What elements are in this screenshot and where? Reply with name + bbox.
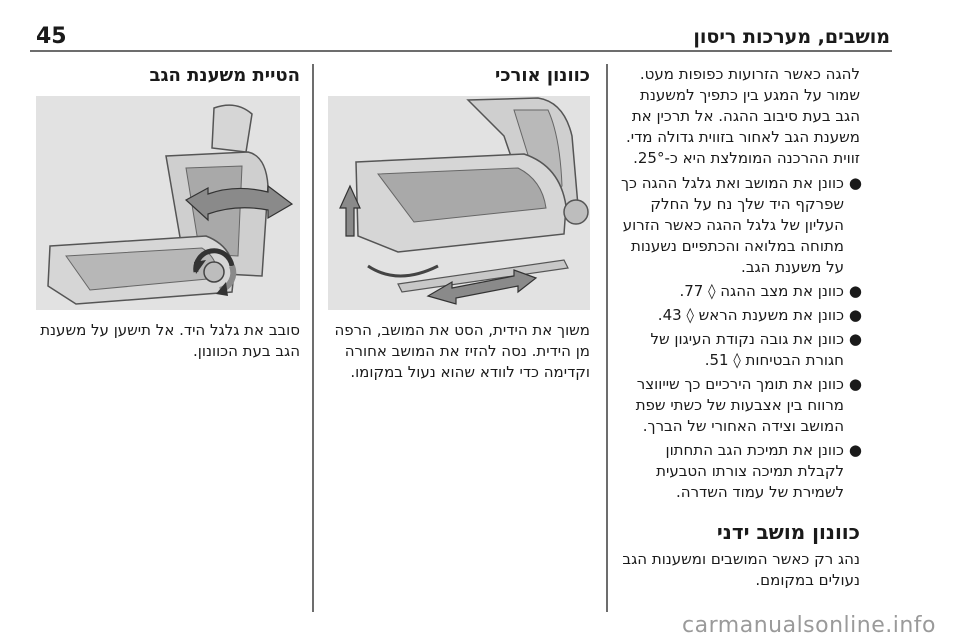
adjustment-bullets (620, 173, 860, 503)
longitudinal-adjustment-caption: משוך את הידית, הסט את המושב, הרפה מן הידית. נסה להזיז את המושב אחורה וקדימה כדי לוודא שהוא נעול במקומו. (334, 321, 590, 381)
bullet-icon: ● (848, 441, 862, 459)
list-item: ● כוונן את משענת הראש ◊ 43. (657, 306, 862, 324)
bullet-icon: ● (848, 174, 862, 192)
intro-paragraph: להגה כאשר הזרועות כפופות מעט. שמור על המגע בין כתפיך למשענת הגב בעת סיבוב ההגה. אל תרכין את משענת הגב לאחור בזווית גדולה מדי. זווית ההרכנה המומלצת היא כ-25°. (625, 65, 860, 167)
list-item: ● כוונן את תומך הירכיים כך שייווצר מרווח בין אצבעות של כשתי שפת המושב וצידה האחורי של הברך. (635, 375, 862, 435)
manual-seat-adjustment-text: נהג רק כאשר המושבים ומשענות הגב נעולים במקומם. (622, 550, 860, 589)
middle-column (326, 64, 590, 383)
page-number: 45 (36, 24, 67, 49)
bullet-icon: ● (848, 282, 862, 300)
bullet-icon: ● (848, 375, 862, 393)
list-item: ● כוונן את גובה נקודת העיגון של חגורת הבטיחות ◊ 51. (650, 330, 862, 369)
list-item: ● כוונן את מצב ההגה ◊ 77. (679, 282, 862, 300)
page-header (30, 22, 890, 52)
column-divider-left (312, 64, 314, 612)
watermark: carmanualsonline.info (682, 613, 936, 638)
longitudinal-adjustment-title: כוונון אורכי (495, 65, 590, 86)
bullet-icon: ● (848, 306, 862, 324)
left-column (34, 64, 300, 362)
header-rule (30, 50, 892, 52)
seat-slide-drawing (328, 96, 590, 310)
list-item: ● כוונן את המושב ואת גלגל ההגה כך שפרקף היד שלך נח על החלק העליון של גלגל ההגה כאשר הזרוע מתוחה במלואה והכתפיים נשענות על משענת הגב. (620, 174, 862, 276)
right-column (620, 64, 860, 591)
backrest-recline-drawing (36, 96, 300, 310)
backrest-recline-illustration (36, 96, 300, 310)
backrest-recline-caption: סובב את גלגל היד. אל תישען על משענת הגב בעת הכוונון. (40, 321, 300, 360)
section-title: מושבים, מערכות ריסון (693, 26, 890, 48)
manual-seat-adjustment-heading: כוונון מושב ידני (716, 520, 860, 544)
list-item: ● כוונן את תמיכת הגב התחתון לקבלת תמיכה צורתו הטבעית לשמירת של עמוד השדרה. (656, 441, 862, 501)
column-divider-right (606, 64, 608, 612)
seat-slide-illustration (328, 96, 590, 310)
backrest-recline-title: הטיית משענת הגב (149, 65, 300, 86)
bullet-icon: ● (848, 330, 862, 348)
